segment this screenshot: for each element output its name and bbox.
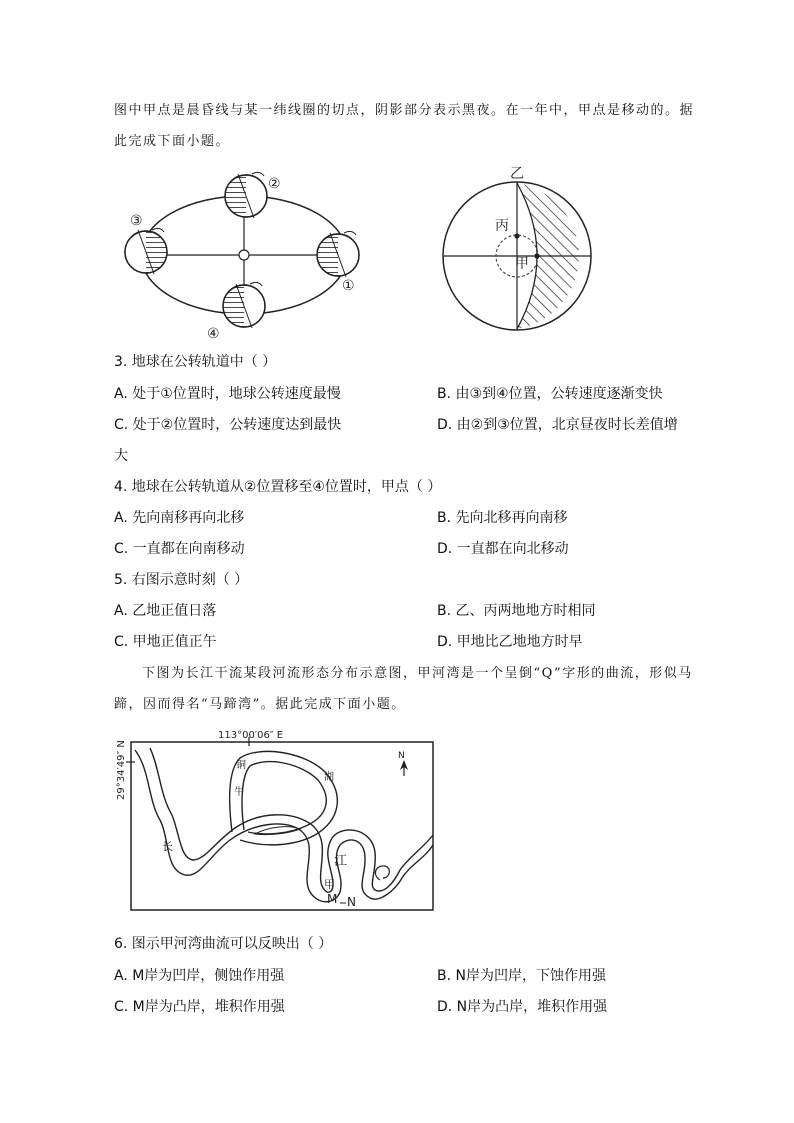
intro-text-line-2: 此完成下面小题。 [114, 134, 231, 149]
q5-option-c[interactable]: C. 甲地正值正午 [114, 634, 217, 650]
point-bing [514, 233, 519, 238]
intro2-text-line-2: 蹄，因而得名“马蹄湾”。据此完成下面小题。 [114, 697, 406, 712]
q3-option-d-continued: 大 [114, 448, 128, 464]
q4-option-a[interactable]: A. 先向南移再向北移 [114, 510, 245, 526]
label-position-2: ② [268, 176, 281, 192]
latitude-label: 29°34′49″ N [116, 740, 127, 800]
svg-text:N: N [398, 751, 405, 761]
q5-option-d[interactable]: D. 甲地比乙地地方时早 [437, 634, 583, 650]
q6-option-c[interactable]: C. M岸为凸岸，堆积作用强 [114, 999, 285, 1015]
label-n-bank: N [347, 895, 356, 909]
q5-option-a[interactable]: A. 乙地正值日落 [114, 603, 217, 619]
q6-option-b[interactable]: B. N岸为凹岸，下蚀作用强 [437, 968, 606, 984]
q5-option-b[interactable]: B. 乙、丙两地地方时相同 [437, 603, 596, 619]
point-jia [534, 253, 539, 258]
label-jia: 甲 [515, 256, 529, 272]
label-hu: 湖 [324, 772, 334, 783]
river-map [110, 726, 440, 916]
label-m-bank: M [327, 892, 338, 906]
q4-option-c[interactable]: C. 一直都在向南移动 [114, 541, 245, 557]
label-jia-bend: 甲 [324, 878, 335, 891]
q6-option-d[interactable]: D. N岸为凸岸，堆积作用强 [437, 999, 608, 1015]
label-position-3: ③ [130, 213, 143, 229]
q3-option-c[interactable]: C. 处于②位置时，公转速度达到最快 [114, 417, 342, 433]
label-bing: 丙 [495, 218, 509, 234]
q5-stem: 5. 右图示意时刻（ ） [114, 572, 249, 588]
label-yi: 乙 [510, 166, 524, 182]
q4-option-d[interactable]: D. 一直都在向北移动 [437, 541, 569, 557]
label-chang: 长 [162, 840, 173, 853]
label-position-4: ④ [207, 326, 220, 342]
label-niu: 牛 [234, 787, 244, 798]
q3-option-d[interactable]: D. 由②到③位置，北京昼夜时长差值增 [437, 417, 678, 433]
earth-icon-position-1 [317, 231, 359, 277]
intro2-text-line-1: 下图为长江干流某段河流形态分布示意图，甲河湾是一个呈倒“Q”字形的曲流，形似马 [142, 666, 693, 681]
orbit-diagram [120, 166, 370, 346]
label-position-1: ① [342, 278, 355, 294]
q4-stem: 4. 地球在公转轨道从②位置移至④位置时，甲点（ ） [114, 479, 442, 495]
earth-icon-position-2 [225, 172, 267, 218]
q3-option-b[interactable]: B. 由③到④位置，公转速度逐渐变快 [437, 386, 663, 402]
q4-option-b[interactable]: B. 先向北移再向南移 [437, 510, 568, 526]
q6-option-a[interactable]: A. M岸为凹岸，侧蚀作用强 [114, 968, 285, 984]
intro-text-line-1: 图中甲点是晨昏线与某一纬线圈的切点，阴影部分表示黑夜。在一年中，甲点是移动的。据 [114, 103, 695, 118]
earth-icon-position-3 [125, 228, 167, 274]
earth-icon-position-4 [223, 282, 265, 328]
q6-stem: 6. 图示甲河湾曲流可以反映出（ ） [114, 936, 333, 952]
q3-option-a[interactable]: A. 处于①位置时，地球公转速度最慢 [114, 386, 341, 402]
polar-view-diagram [440, 160, 600, 340]
label-jiang: 江 [334, 854, 348, 869]
label-tong: 铜 [236, 760, 246, 771]
q3-stem: 3. 地球在公转轨道中（ ） [114, 354, 277, 370]
longitude-label: 113°00′06″ E [218, 730, 284, 741]
